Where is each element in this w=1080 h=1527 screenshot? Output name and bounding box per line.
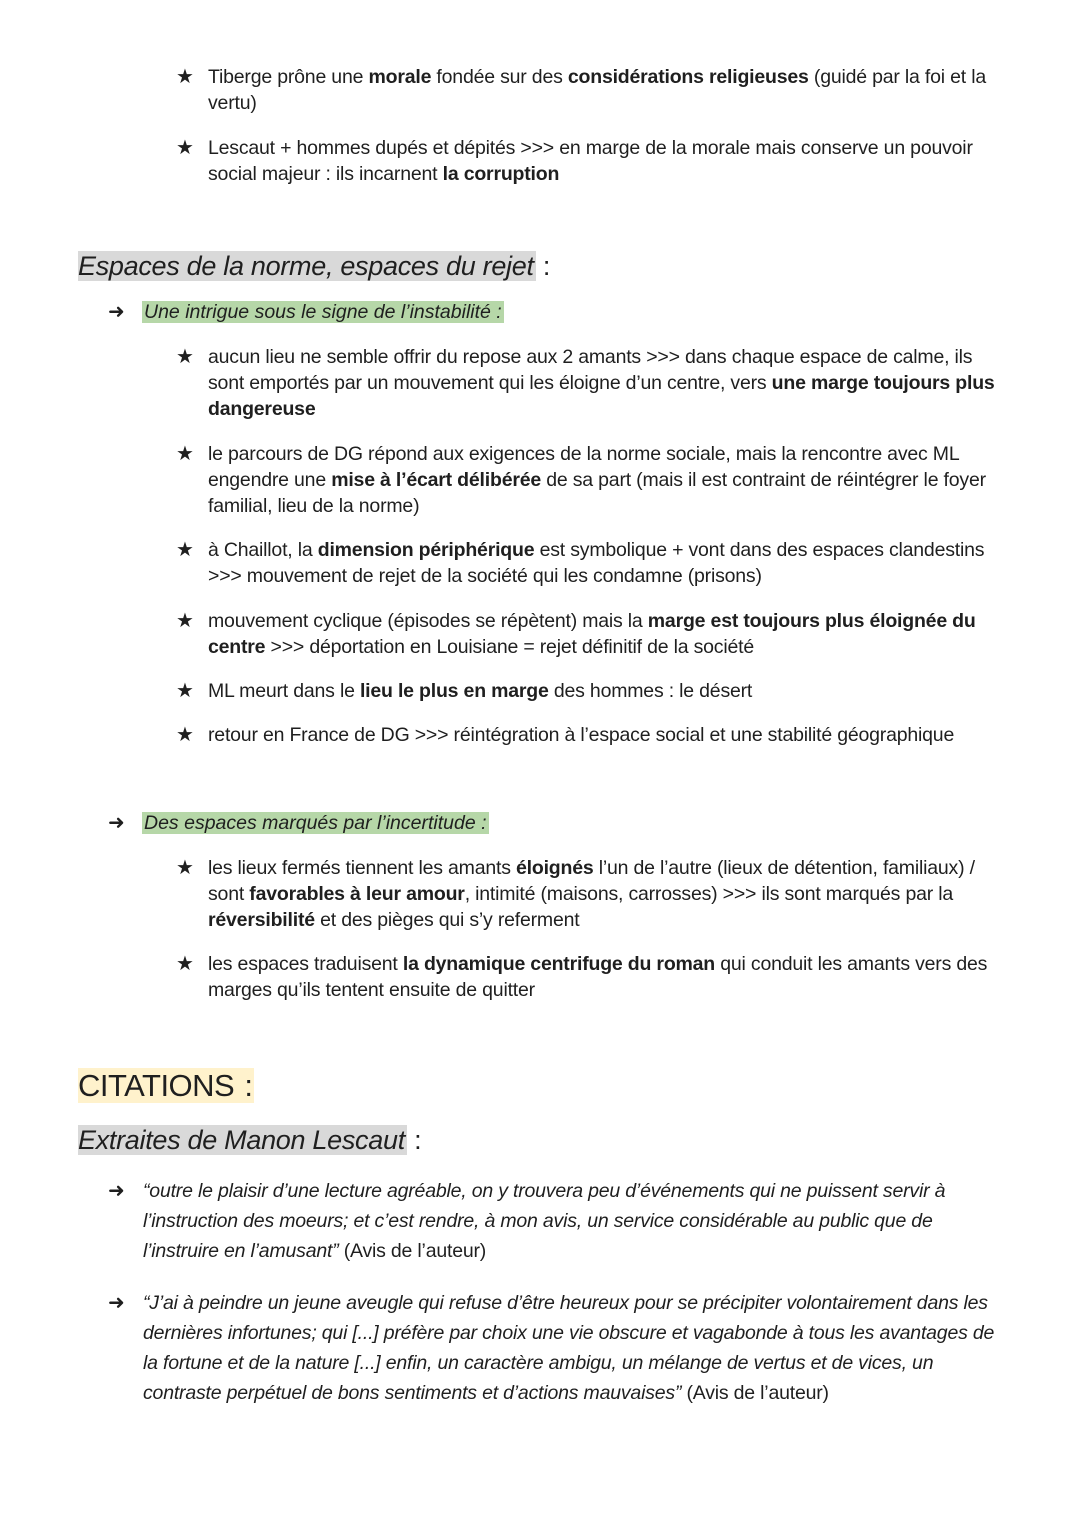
star-bullet-icon: ★ [176,443,194,465]
subheading-instabilite: ➜ Une intrigue sous le signe de l’instabilité : [108,301,502,323]
list-item [176,608,996,660]
list-item [176,344,996,422]
section-heading-espaces: Espaces de la norme, espaces du rejet : [78,251,551,281]
star-bullet-icon: ★ [176,724,194,746]
list-item-text: à Chaillot, la dimension périphérique est symbolique + vont dans des espaces clandestins >>> mouvement de rejet de la société qui les condamne (prisons) [208,539,985,587]
list-item [176,441,996,519]
list-item-text: le parcours de DG répond aux exigences de la norme sociale, mais la rencontre avec ML engendre une mise à l’écart délibérée de sa part (mais il est contraint de réintégrer le foyer familial, lieu de la norme) [208,443,986,517]
arrow-right-icon: ➜ [108,1180,125,1202]
quote-text: “outre le plaisir d’une lecture agréable, on y trouvera peu d’événements qui ne puissent servir à l’instruction des moeurs; et c’est rendre, à mon avis, un service considérable au public que de l’instruire en l’amusant” (Avis de l’auteur) [143,1180,946,1262]
list-item-text: Tiberge prône une morale fondée sur des considérations religieuses (guidé par la foi et la vertu) [208,66,986,114]
star-bullet-icon: ★ [176,539,194,561]
quote-item [108,1288,998,1408]
star-bullet-icon: ★ [176,680,194,702]
list-item-text: mouvement cyclique (épisodes se répètent) mais la marge est toujours plus éloignée du centre >>> déportation en Louisiane = rejet définitif de la société [208,610,976,658]
star-bullet-icon: ★ [176,610,194,632]
list-item [176,722,996,748]
list-item [176,855,996,933]
quote-item [108,1176,998,1266]
list-item-text: retour en France de DG >>> réintégration à l’espace social et une stabilité géographique [208,724,955,746]
list-item [176,537,996,589]
list-item [176,951,996,1003]
star-bullet-icon: ★ [176,137,194,159]
list-item-text: les lieux fermés tiennent les amants éloignés l’un de l’autre (lieux de détention, familiaux) / sont favorables à leur amour, intimité (maisons, carrosses) >>> ils sont marqués par la réversibilité et des pièges qui s’y referment [208,857,975,931]
arrow-right-icon: ➜ [108,812,125,834]
section-heading-extraits: Extraites de Manon Lescaut : [78,1125,422,1155]
citations-heading: CITATIONS : [78,1068,253,1103]
star-bullet-icon: ★ [176,953,194,975]
list-item-text: aucun lieu ne semble offrir du repose aux 2 amants >>> dans chaque espace de calme, ils sont emportés par un mouvement qui les éloigne d’un centre, vers une marge toujours plus dangereuse [208,346,995,420]
arrow-right-icon: ➜ [108,1292,125,1314]
star-bullet-icon: ★ [176,857,194,879]
list-item [176,135,996,187]
list-item-text: les espaces traduisent la dynamique centrifuge du roman qui conduit les amants vers des marges qu’ils tentent ensuite de quitter [208,953,988,1001]
list-item-text: Lescaut + hommes dupés et dépités >>> en marge de la morale mais conserve un pouvoir social majeur : ils incarnent la corruption [208,137,973,185]
star-bullet-icon: ★ [176,66,194,88]
subheading-incertitude: ➜ Des espaces marqués par l’incertitude : [108,812,487,834]
arrow-right-icon: ➜ [108,301,125,323]
list-item-text: ML meurt dans le lieu le plus en marge des hommes : le désert [208,680,753,702]
list-item [176,678,996,704]
quote-text: “J’ai à peindre un jeune aveugle qui refuse d’être heureux pour se précipiter volontairement dans les dernières infortunes; qui [...] préfère par choix une vie obscure et vagabonde à tous les avantages de la fortune et de la nature [...] enfin, un caractère ambigu, un mélange de vertus et de vices, un contraste perpétuel de bons sentiments et d’actions mauvaises” (Avis de l’auteur) [143,1292,995,1404]
star-bullet-icon: ★ [176,346,194,368]
list-item [176,64,996,116]
